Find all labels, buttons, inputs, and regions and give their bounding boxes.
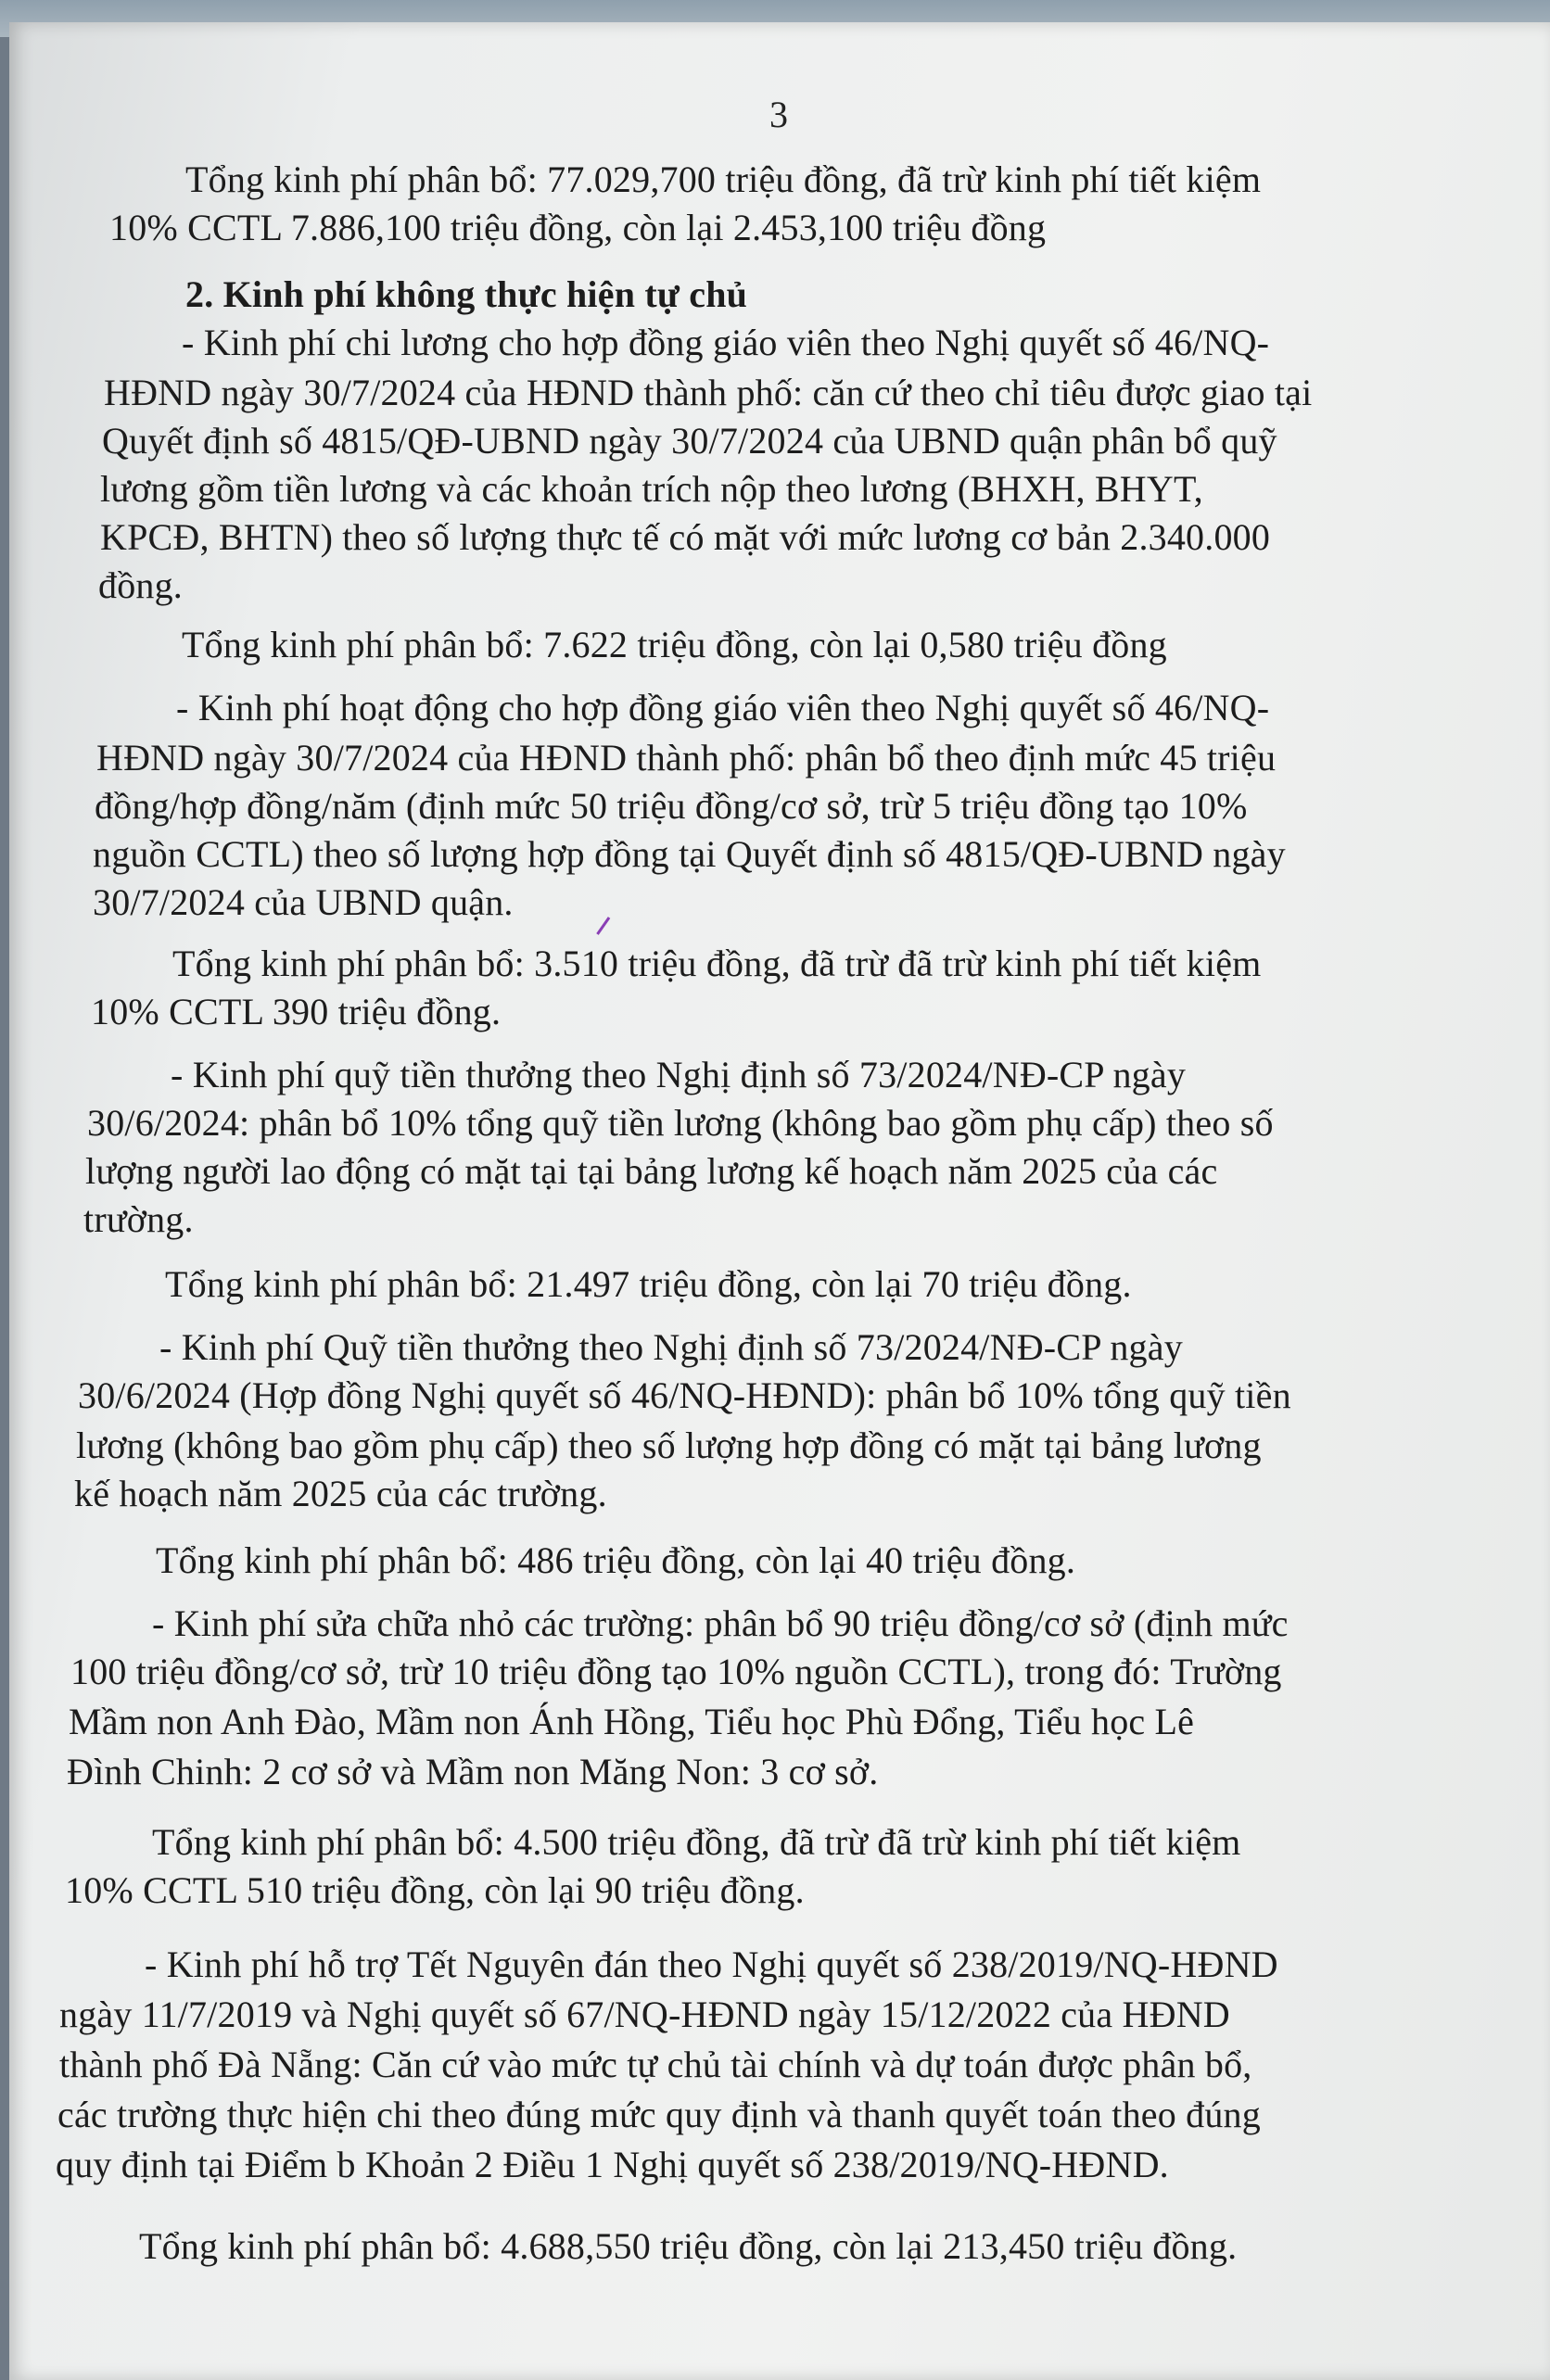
text-line: - Kinh phí hỗ trợ Tết Nguyên đán theo Nghị quyết số 238/2019/NQ-HĐND — [145, 1943, 1278, 1985]
text-line: đồng. — [98, 564, 183, 606]
text-line: - Kinh phí quỹ tiền thưởng theo Nghị định số 73/2024/NĐ-CP ngày — [171, 1054, 1187, 1095]
text-line: thành phố Đà Nẵng: Căn cứ vào mức tự chủ tài chính và dự toán được phân bổ, — [59, 2044, 1252, 2085]
text-line: - Kinh phí chi lương cho hợp đồng giáo viên theo Nghị quyết số 46/NQ- — [182, 322, 1270, 363]
text-line: Tổng kinh phí phân bổ: 486 triệu đồng, còn lại 40 triệu đồng. — [156, 1539, 1076, 1581]
text-line: lượng người lao động có mặt tại tại bảng lương kế hoạch năm 2025 của các — [85, 1150, 1218, 1192]
text-line: 10% CCTL 390 triệu đồng. — [91, 991, 502, 1032]
text-line: ngày 11/7/2019 và Nghị quyết số 67/NQ-HĐND ngày 15/12/2022 của HĐND — [59, 1994, 1230, 2035]
text-line: KPCĐ, BHTN) theo số lượng thực tế có mặt với mức lương cơ bản 2.340.000 — [100, 516, 1271, 558]
text-line: đồng/hợp đồng/năm (định mức 50 triệu đồng/cơ sở, trừ 5 triệu đồng tạo 10% — [95, 785, 1248, 827]
page-number: 3 — [769, 94, 788, 135]
text-line: nguồn CCTL) theo số lượng hợp đồng tại Quyết định số 4815/QĐ-UBND ngày — [93, 833, 1286, 875]
text-line: 10% CCTL 7.886,100 triệu đồng, còn lại 2.453,100 triệu đồng — [109, 207, 1047, 248]
text-line: - Kinh phí sửa chữa nhỏ các trường: phân bổ 90 triệu đồng/cơ sở (định mức — [152, 1602, 1289, 1644]
text-line: lương (không bao gồm phụ cấp) theo số lượng hợp đồng có mặt tại bảng lương — [76, 1424, 1262, 1466]
text-line: Đình Chinh: 2 cơ sở và Mầm non Măng Non: 3 cơ sở. — [67, 1751, 879, 1792]
text-line: Tổng kinh phí phân bổ: 7.622 triệu đồng, còn lại 0,580 triệu đồng — [182, 624, 1167, 665]
text-line: lương gồm tiền lương và các khoản trích nộp theo lương (BHXH, BHYT, — [100, 468, 1203, 510]
section-heading: 2. Kinh phí không thực hiện tự chủ — [185, 273, 748, 315]
text-line: 100 triệu đồng/cơ sở, trừ 10 triệu đồng tạo 10% nguồn CCTL), trong đó: Trường — [70, 1651, 1282, 1692]
text-line: Tổng kinh phí phân bổ: 77.029,700 triệu đồng, đã trừ kinh phí tiết kiệm — [185, 158, 1262, 200]
text-line: Tổng kinh phí phân bổ: 21.497 triệu đồng, còn lại 70 triệu đồng. — [165, 1263, 1132, 1305]
text-line: 30/6/2024: phân bổ 10% tổng quỹ tiền lương (không bao gồm phụ cấp) theo số — [87, 1102, 1274, 1144]
text-line: Mầm non Anh Đào, Mầm non Ánh Hồng, Tiểu học Phù Đổng, Tiểu học Lê — [69, 1701, 1195, 1742]
text-line: HĐND ngày 30/7/2024 của HĐND thành phố: căn cứ theo chỉ tiêu được giao tại — [104, 372, 1313, 413]
text-line: HĐND ngày 30/7/2024 của HĐND thành phố: phân bổ theo định mức 45 triệu — [96, 737, 1277, 779]
text-line: 30/7/2024 của UBND quận. — [93, 881, 514, 923]
text-line: các trường thực hiện chi theo đúng mức quy định và thanh quyết toán theo đúng — [57, 2094, 1261, 2135]
text-line: 10% CCTL 510 triệu đồng, còn lại 90 triệu đồng. — [65, 1869, 805, 1911]
text-line: 30/6/2024 (Hợp đồng Nghị quyết số 46/NQ-HĐND): phân bổ 10% tổng quỹ tiền — [78, 1374, 1291, 1416]
text-line: Quyết định số 4815/QĐ-UBND ngày 30/7/2024 của UBND quận phân bổ quỹ — [102, 420, 1277, 462]
text-line: Tổng kinh phí phân bổ: 4.500 triệu đồng, đã trừ đã trừ kinh phí tiết kiệm — [152, 1821, 1241, 1863]
text-line: - Kinh phí Quỹ tiền thưởng theo Nghị định số 73/2024/NĐ-CP ngày — [159, 1326, 1183, 1368]
text-line: quy định tại Điểm b Khoản 2 Điều 1 Nghị quyết số 238/2019/NQ-HĐND. — [56, 2144, 1169, 2185]
text-line: Tổng kinh phí phân bổ: 4.688,550 triệu đồng, còn lại 213,450 triệu đồng. — [139, 2225, 1238, 2267]
text-line: kế hoạch năm 2025 của các trường. — [74, 1473, 607, 1514]
text-line: Tổng kinh phí phân bổ: 3.510 triệu đồng, đã trừ đã trừ kinh phí tiết kiệm — [172, 943, 1262, 984]
text-line: - Kinh phí hoạt động cho hợp đồng giáo viên theo Nghị quyết số 46/NQ- — [176, 687, 1270, 728]
text-line: trường. — [83, 1198, 194, 1240]
